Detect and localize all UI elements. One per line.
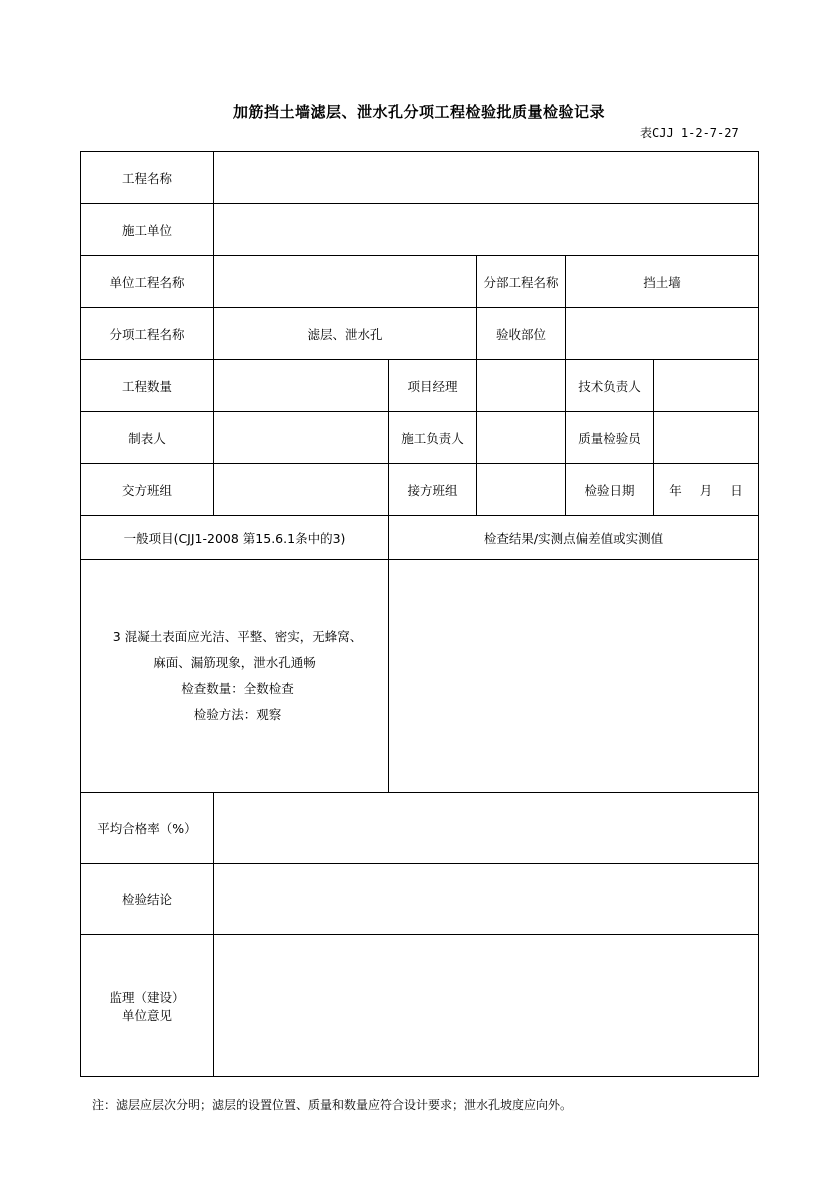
- division-label: 分部工程名称: [477, 256, 566, 308]
- supervision-field[interactable]: [214, 935, 759, 1077]
- row-unit-project: [81, 256, 759, 308]
- unit-project-label: 单位工程名称: [81, 256, 214, 308]
- form-title: 加筋挡土墙滤层、泄水孔分项工程检验批质量检验记录: [232, 103, 605, 121]
- construction-unit-field[interactable]: [214, 204, 759, 256]
- conclusion-field[interactable]: [214, 864, 759, 935]
- inspection-date-label: 检验日期: [566, 464, 654, 516]
- quality-inspector-label: 质量检验员: [566, 412, 654, 464]
- row-tabulator: [81, 412, 759, 464]
- project-name-label: 工程名称: [81, 152, 214, 204]
- tabulator-label: 制表人: [81, 412, 214, 464]
- row-supervision: [81, 935, 759, 1077]
- item-line-4: 检验方法：观察: [193, 707, 282, 722]
- quality-inspector-field[interactable]: [654, 412, 759, 464]
- inspection-record-table: [80, 151, 759, 1077]
- row-general-items: [81, 560, 759, 793]
- date-year: 年: [669, 482, 682, 498]
- row-subitem: [81, 308, 759, 360]
- subitem-field[interactable]: 滤层、泄水孔: [214, 308, 477, 360]
- unit-project-field[interactable]: [214, 256, 477, 308]
- conclusion-label: 检验结论: [81, 864, 214, 935]
- row-construction-unit: [81, 204, 759, 256]
- result-header: 检查结果/实测点偏差值或实测值: [389, 516, 759, 560]
- construction-lead-field[interactable]: [477, 412, 566, 464]
- item-line-2: 麻面、漏筋现象，泄水孔通畅: [153, 655, 316, 670]
- receiving-team-field[interactable]: [477, 464, 566, 516]
- acceptance-part-field[interactable]: [566, 308, 759, 360]
- row-quantity: [81, 360, 759, 412]
- tech-lead-label: 技术负责人: [566, 360, 654, 412]
- row-pass-rate: [81, 793, 759, 864]
- supervision-label: [81, 935, 214, 1077]
- row-project-name: [81, 152, 759, 204]
- tabulator-field[interactable]: [214, 412, 389, 464]
- row-conclusion: [81, 864, 759, 935]
- row-handover: [81, 464, 759, 516]
- supervision-label-line2: 单位意见: [121, 1007, 172, 1023]
- construction-unit-label: 施工单位: [81, 204, 214, 256]
- general-items-text: [81, 560, 389, 793]
- row-general-items-header: [81, 516, 759, 560]
- quantity-label: 工程数量: [81, 360, 214, 412]
- date-month: 月: [699, 482, 713, 498]
- tech-lead-field[interactable]: [654, 360, 759, 412]
- general-items-header: 一般项目(CJJ1-2008 第15.6.1条中的3): [81, 516, 389, 560]
- receiving-team-label: 接方班组: [389, 464, 477, 516]
- subitem-label: 分项工程名称: [81, 308, 214, 360]
- date-day: 日: [730, 482, 743, 498]
- pass-rate-label: 平均合格率（%）: [81, 793, 214, 864]
- pm-label: 项目经理: [389, 360, 477, 412]
- division-field[interactable]: 挡土墙: [566, 256, 759, 308]
- project-name-field[interactable]: [214, 152, 759, 204]
- pm-field[interactable]: [477, 360, 566, 412]
- footnote: 注：滤层应层次分明；滤层的设置位置、质量和数量应符合设计要求；泄水孔坡度应向外。: [92, 1098, 573, 1112]
- supervision-label-line1: 监理（建设）: [109, 989, 185, 1005]
- item-line-3: 检查数量：全数检查: [181, 681, 294, 696]
- form-code: 表CJJ 1-2-7-27: [640, 126, 739, 140]
- handover-team-label: 交方班组: [81, 464, 214, 516]
- acceptance-part-label: 验收部位: [477, 308, 566, 360]
- construction-lead-label: 施工负责人: [389, 412, 477, 464]
- inspection-date-field[interactable]: [654, 464, 759, 516]
- item-line-1: 3 混凝土表面应光洁、平整、密实，无蜂窝、: [112, 629, 363, 644]
- result-field[interactable]: [389, 560, 759, 793]
- pass-rate-field[interactable]: [214, 793, 759, 864]
- quantity-field[interactable]: [214, 360, 389, 412]
- handover-team-field[interactable]: [214, 464, 389, 516]
